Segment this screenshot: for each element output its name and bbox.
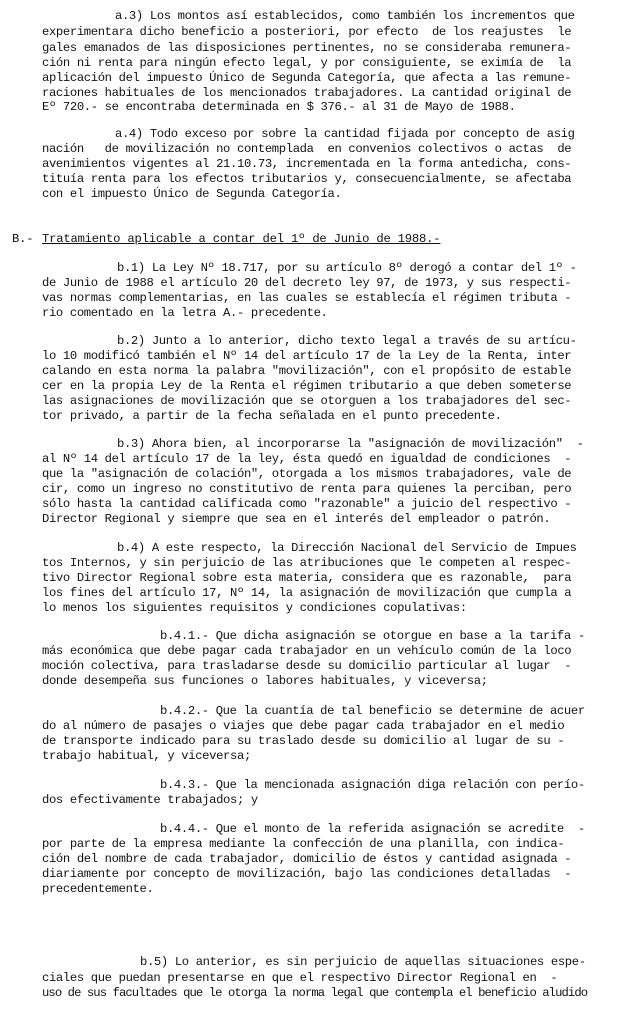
text-line: de Junio de 1988 el artículo 20 del decreto ley 97, de 1973, y sus respecti-: [42, 276, 572, 290]
text-line: vas normas complementarias, en las cuales se establecía el régimen tributa -: [42, 291, 572, 305]
text-line: a.3) Los montos así establecidos, como también los incrementos que: [115, 9, 575, 23]
text-line: b.4.3.- Que la mencionada asignación diga relación con perío-: [160, 778, 585, 792]
text-line: dos efectivamente trabajados; y: [42, 793, 258, 807]
text-line: las asignaciones de movilización que se otorguen a los trabajadores del sec-: [42, 394, 572, 408]
section-label: B.-: [12, 232, 34, 246]
text-line: lo 10 modificó también el Nº 14 del artículo 17 de la Ley de la Renta, inter: [42, 349, 572, 363]
text-line: avenimientos vigentes al 21.10.73, incrementada en la forma antedicha, cons-: [42, 157, 572, 171]
section-title: Tratamiento aplicable a contar del 1º de Junio de 1988.-: [42, 232, 441, 246]
text-line: que la "asignación de colación", otorgada a los mismos trabajadores, vale de: [42, 467, 572, 481]
text-line: do al número de pasajes o viajes que debe pagar cada trabajador en el medio: [42, 719, 565, 733]
text-line: calando en esta norma la palabra "movilización", con el propósito de estable: [42, 364, 572, 378]
text-line: con el impuesto Único de Segunda Categoría.: [42, 187, 342, 201]
text-line: los fines del artículo 17, Nº 14, la asignación de movilización que cumpla a: [42, 586, 572, 600]
text-line: precedentemente.: [42, 882, 154, 896]
text-line: gales emanados de las disposiciones pertinentes, no se consideraba remunera-: [42, 41, 572, 55]
text-line: más económica que debe pagar cada trabajador en un vehículo común de la loco: [42, 644, 572, 658]
text-line: b.2) Junto a lo anterior, dicho texto legal a través de su artícu-: [117, 334, 577, 348]
text-line: ciales que puedan presentarse en que el respectivo Director Regional en -: [42, 971, 558, 985]
text-line: Director Regional y siempre que sea en el interés del empleador o patrón.: [42, 512, 551, 526]
text-line: b.4) A este respecto, la Dirección Nacional del Servicio de Impues: [117, 541, 577, 555]
text-line: b.4.1.- Que dicha asignación se otorgue en base a la tarifa -: [160, 629, 585, 643]
text-line: tos Internos, y sin perjuicio de las atribuciones que le competen al respec-: [42, 556, 572, 570]
text-line: por parte de la empresa mediante la confección de una planilla, con indica-: [42, 837, 565, 851]
text-line: uso de sus facultades que le otorga la norma legal que contempla el beneficio aludido: [42, 986, 588, 1000]
text-line: tivo Director Regional sobre esta materia, considera que es razonable, para: [42, 571, 572, 585]
text-line: aplicación del impuesto Único de Segunda Categoría, que afecta a las remune-: [42, 71, 572, 85]
text-line: Eº 720.- se encontraba determinada en $ 376.- al 31 de Mayo de 1988.: [42, 100, 516, 114]
text-line: donde desempeña sus funciones o labores habituales, y viceversa;: [42, 674, 488, 688]
text-line: ción ni renta para ningún efecto legal, y por consiguiente, se eximía de la: [42, 56, 572, 70]
text-line: diariamente por concepto de movilización, bajo las condiciones detalladas -: [42, 867, 572, 881]
text-line: nación de movilización no contemplada en convenios colectivos o actas de: [42, 142, 572, 156]
text-line: b.4.4.- Que el monto de la referida asignación se acredite -: [160, 822, 585, 836]
text-line: rio comentado en la letra A.- precedente.: [42, 306, 328, 320]
text-line: experimentara dicho beneficio a posteriori, por efecto de los reajustes le: [42, 25, 572, 39]
text-line: tituía renta para los efectos tributarios y, consecuencialmente, se afectaba: [42, 172, 572, 186]
text-line: raciones habituales de los mencionados trabajadores. La cantidad original de: [42, 86, 572, 100]
text-line: b.3) Ahora bien, al incorporarse la "asignación de movilización" -: [117, 437, 584, 451]
text-line: moción colectiva, para trasladarse desde su domicilio particular al lugar -: [42, 659, 572, 673]
text-line: al Nº 14 del artículo 17 de la ley, ésta quedó en igualdad de condiciones -: [42, 452, 572, 466]
text-line: b.4.2.- Que la cuantía de tal beneficio se determine de acuer: [160, 704, 585, 718]
text-line: b.5) Lo anterior, es sin perjuicio de aquellas situaciones espe-: [140, 955, 586, 969]
text-line: a.4) Todo exceso por sobre la cantidad fijada por concepto de asig: [115, 127, 575, 141]
text-line: de transporte indicado para su traslado desde su domicilio al lugar de su -: [42, 734, 565, 748]
text-line: b.1) La Ley Nº 18.717, por su artículo 8º derogó a contar del 1º -: [117, 261, 577, 275]
text-line: sólo hasta la cantidad calificada como "razonable" a juicio del respectivo -: [42, 497, 572, 511]
text-line: cer en la propia Ley de la Renta el régimen tributario a que deben someterse: [42, 379, 572, 393]
text-line: ción del nombre de cada trabajador, domicilio de éstos y cantidad asignada -: [42, 852, 572, 866]
text-line: trabajo habitual, y viceversa;: [42, 749, 251, 763]
text-line: cir, como un ingreso no constitutivo de renta para quienes la perciban, pero: [42, 482, 572, 496]
text-line: tor privado, a partir de la fecha señalada en el punto precedente.: [42, 409, 502, 423]
text-line: lo menos los siguientes requisitos y condiciones copulativas:: [42, 601, 467, 615]
